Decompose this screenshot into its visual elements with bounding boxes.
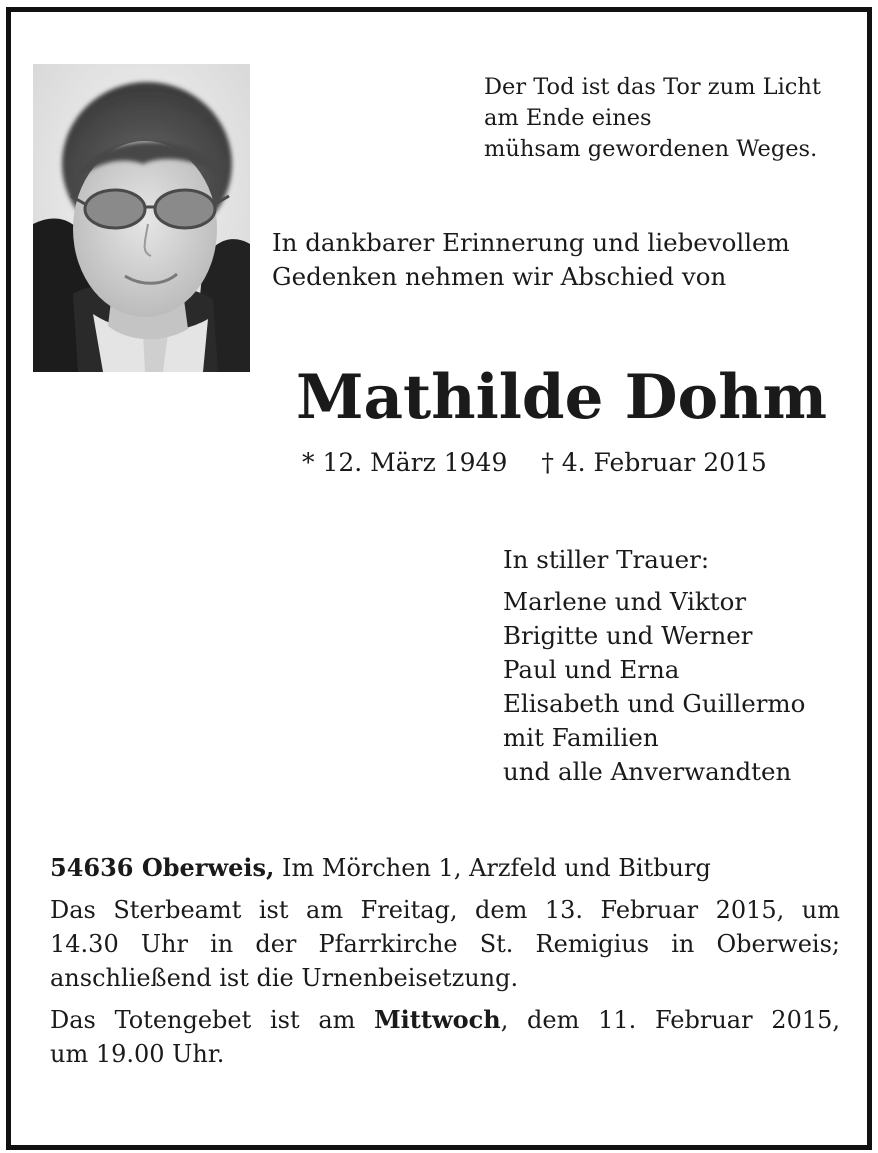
mourner-name: Brigitte und Werner xyxy=(503,621,753,650)
motto-quote xyxy=(484,72,854,165)
mourners-block xyxy=(503,543,853,789)
mourners-heading: In stiller Trauer: xyxy=(503,545,710,574)
mourner-name: und alle Anverwandten xyxy=(503,757,792,786)
service-line: anschließend ist die Urnenbeisetzung. xyxy=(50,964,519,992)
mourner-name: Elisabeth und Guillermo xyxy=(503,689,806,718)
life-dates xyxy=(302,446,862,480)
address-line xyxy=(50,851,840,885)
death-date: † 4. Februar 2015 xyxy=(541,448,767,477)
mourner-name: Marlene und Viktor xyxy=(503,587,747,616)
motto-line: mühsam gewordenen Weges. xyxy=(484,136,818,162)
service-line: 14.30 Uhr in der Pfarrkirche St. Remigius in Oberweis; xyxy=(50,930,840,958)
prayer-text: Das Totengebet ist am xyxy=(50,1006,375,1034)
funeral-details xyxy=(50,851,840,1079)
service-info xyxy=(50,893,840,995)
service-line: Das Sterbeamt ist am Freitag, dem 13. Februar 2015, um xyxy=(50,896,840,924)
deceased-name: Mathilde Dohm xyxy=(296,362,828,433)
mourner-name: Paul und Erna xyxy=(503,655,680,684)
mourner-name: mit Familien xyxy=(503,723,659,752)
prayer-text: , dem 11. Februar 2015, xyxy=(500,1006,840,1034)
prayer-info xyxy=(50,1003,840,1071)
birth-date: * 12. März 1949 xyxy=(302,448,508,477)
intro-line: Gedenken nehmen wir Abschied von xyxy=(272,262,727,291)
prayer-day: Mittwoch xyxy=(374,1005,501,1034)
motto-line: Der Tod ist das Tor zum Licht xyxy=(484,74,821,100)
prayer-time: um 19.00 Uhr. xyxy=(50,1040,225,1068)
prayer-line xyxy=(50,1003,840,1037)
motto-line: am Ende eines xyxy=(484,105,652,131)
address-rest: Im Mörchen 1, Arzfeld und Bitburg xyxy=(274,854,711,882)
intro-line: In dankbarer Erinnerung und liebevollem xyxy=(272,228,790,257)
address-postcode-city: 54636 Oberweis, xyxy=(50,853,275,882)
portrait-photo xyxy=(33,64,250,372)
intro-text xyxy=(272,226,852,294)
